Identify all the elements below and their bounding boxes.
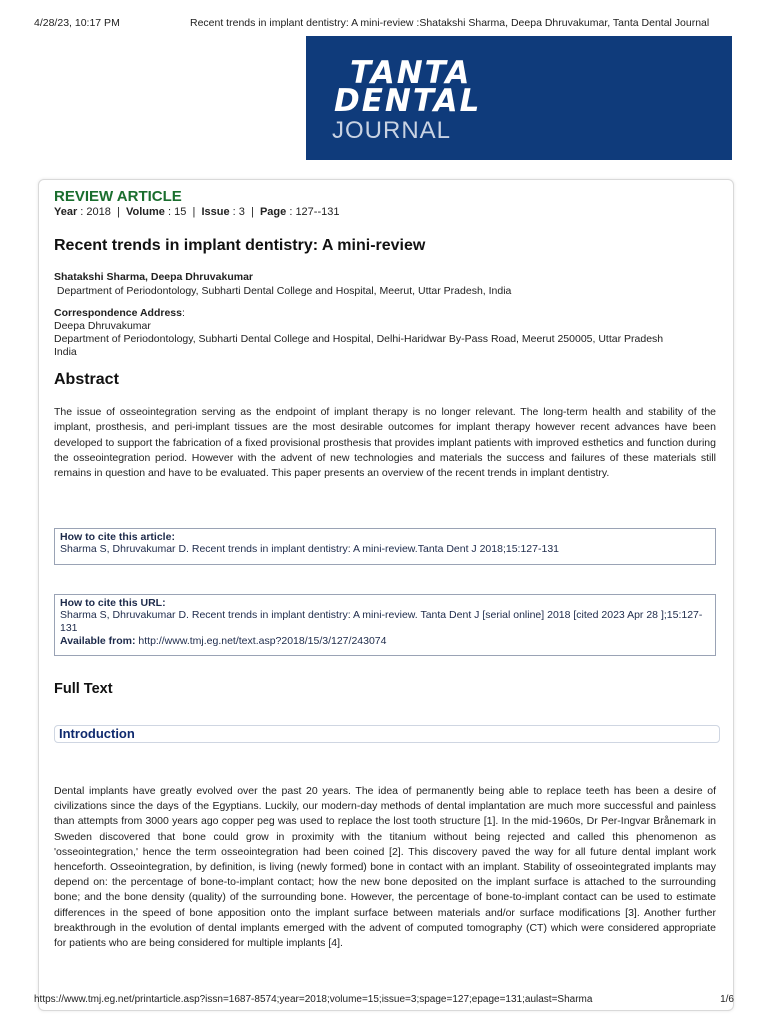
- logo-line-1: TANTA: [350, 55, 472, 91]
- issue-label: Issue: [201, 206, 230, 218]
- print-doc-title: Recent trends in implant dentistry: A mini-review :Shatakshi Sharma, Deepa Dhruvakumar, Tanta Dental Journal: [190, 17, 710, 29]
- issue-value: 3: [238, 206, 245, 218]
- correspondence-address: Department of Periodontology, Subharti Dental College and Hospital, Delhi-Haridwar By-Pass Road, Meerut 250005, Uttar Pradesh: [54, 333, 664, 345]
- logo-line-2: DENTAL: [334, 83, 482, 119]
- print-url: https://www.tmj.eg.net/printarticle.asp?issn=1687-8574;year=2018;volume=15;issue=3;spage=127;epage=131;aulast=Sharma: [34, 994, 593, 1005]
- available-from-label: Available from:: [60, 635, 136, 647]
- article-title: Recent trends in implant dentistry: A mini-review: [54, 237, 426, 254]
- print-header: [34, 17, 734, 31]
- cite-article-label: How to cite this article:: [60, 531, 175, 543]
- correspondence-country: India: [54, 346, 77, 358]
- year-value: 2018: [86, 206, 111, 218]
- full-text-heading: Full Text: [54, 681, 113, 697]
- introduction-heading: Introduction: [54, 725, 720, 743]
- abstract-text: The issue of osseointegration serving as the endpoint of implant therapy is no longer relevant. The long-term health and stability of the implant, prosthesis, and peri-implant tissues are the most desirable outcomes for implant therapy however recent advances have been developed to support the fabrication of a fixed provisional prosthesis that provides implant patients with improved esthetics and function during the osseointegration period. However with the advent of new technologies and materials the success and failures of these materials still remains in question and have to be evaluated. This paper presents an overview of the recent trends in implant dentistry.: [54, 406, 716, 480]
- abstract-heading: Abstract: [54, 371, 119, 388]
- page-value: 127--131: [295, 206, 340, 218]
- article-type: REVIEW ARTICLE: [54, 188, 182, 205]
- author-affiliation: Department of Periodontology, Subharti Dental College and Hospital, Meerut, Uttar Pradesh, India: [56, 285, 512, 297]
- year-label: Year: [54, 206, 78, 218]
- correspondence-name: Deepa Dhruvakumar: [54, 320, 151, 332]
- volume-label: Volume: [126, 206, 165, 218]
- logo-line-3: JOURNAL: [332, 117, 452, 144]
- cite-url-box: [54, 594, 716, 656]
- cite-url-text: Sharma S, Dhruvakumar D. Recent trends in implant dentistry: A mini-review. Tanta Dent J [serial online] 2018 [cited 2023 Apr 28 ];15:127-131: [60, 609, 703, 634]
- volume-value: 15: [174, 206, 187, 218]
- article-authors: Shatakshi Sharma, Deepa Dhruvakumar: [54, 271, 253, 283]
- introduction-text: Dental implants have greatly evolved over the past 20 years. The idea of permanently being able to replace teeth has been a desire of civilizations since the days of the Egyptians. Luckily, our modern-day methods of dental implantation are much more successful and painless than attempts from 3000 years ago copper peg was used to replace the lost tooth structure [1]. In the mid-1960s, Dr Per-Ingvar Brånemark in Sweden discovered that bone could grow in proximity with the titanium without being rejected and called this phenomenon as 'osseointegration,' hence the term osseointegration had been coined [2]. This discovery paved the way for all future dental implant work henceforth. Osseointegration, by definition, is living (newly formed) bone in contact with an implant. Stability of osseointegrated implants may depend on: the percentage of bone-to-implant contact; how the new bone deposited on the implant surface is attached to the surrounding bone; and the bone density (quality) of the surrounding bone. However, the percentage of bone-to-implant contact can be used to estimate differences in the speed of bone apposition onto the implant surface between materials and/or surface modifications [3]. Another further breakthrough in the evolution of dental implants emerged with the advent of computed tomography (CT) which were considered appropriate for patients who are being considered for multiple implants [4].: [54, 785, 716, 950]
- article-url-link[interactable]: http://www.tmj.eg.net/text.asp?2018/15/3/127/243074: [138, 635, 387, 647]
- article-meta: Year : 2018 | Volume : 15 | Issue : 3 | Page : 127--131: [54, 206, 340, 218]
- page-label: Page: [259, 206, 287, 218]
- cite-article-text: Sharma S, Dhruvakumar D. Recent trends in implant dentistry: A mini-review.Tanta Dent J 2018;15:127-131: [60, 543, 559, 555]
- page-number: 1/6: [720, 994, 734, 1005]
- print-date: 4/28/23, 10:17 PM: [34, 17, 120, 29]
- cite-url-label: How to cite this URL:: [60, 597, 166, 609]
- journal-logo[interactable]: [306, 36, 732, 160]
- correspondence-label: Correspondence Address:: [54, 307, 185, 319]
- cite-article-box: [54, 528, 716, 565]
